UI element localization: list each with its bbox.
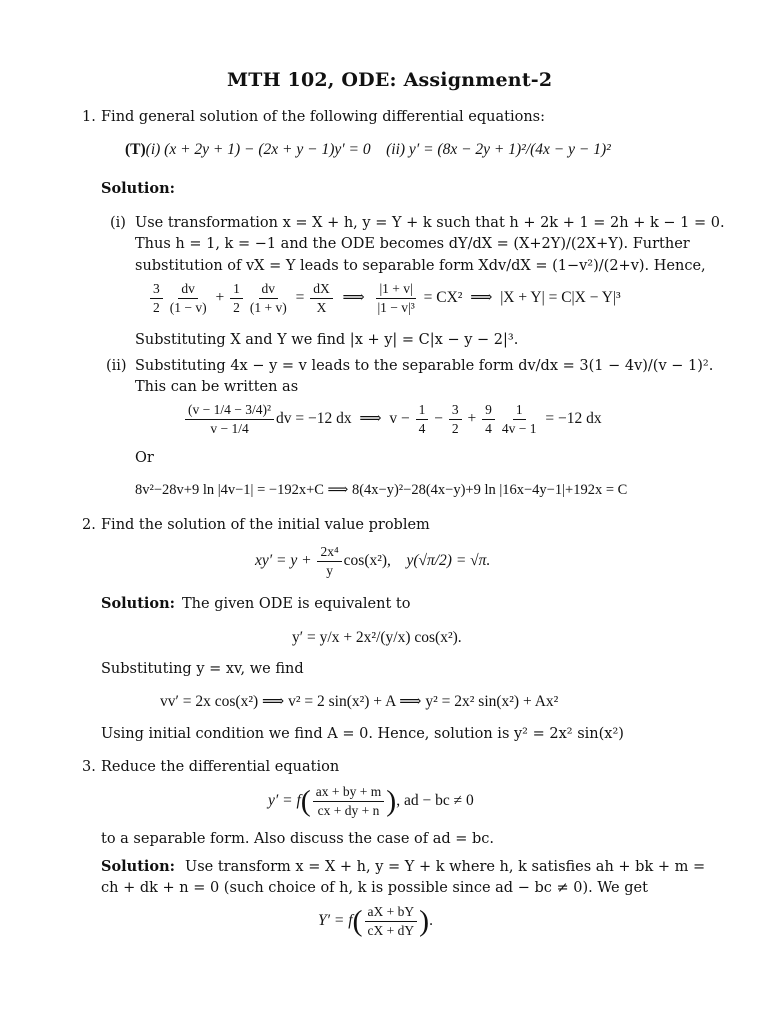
q1-part-ii-eq2: 8v²−28v+9 ln |4v−1| = −192x+C ⟹ 8(4x−y)²−28(4x−y)+9 ln |16x−4y−1|+192x = C	[135, 482, 628, 498]
q1-part-i-equation: $\frac{3}{2}$ $\frac{dv}{(1 - v)}$ + $\frac{1}{2}$ $\frac{dv}{(1 + v)}$ = $\frac{dX}{X}$ ⟹ $\frac{|1 + v|}{\text{|1 − v|³}}$ = CX² ⟹ |X + Y| = C|X − Y|³	[148, 281, 621, 316]
q2-eq2: y′ = y/x + 2x²/(y/x) cos(x²).	[292, 629, 462, 646]
q1-number: 1.	[82, 109, 96, 125]
q3-number: 3.	[82, 759, 96, 775]
q1-eq-i: (i) (x + 2y + 1) − (2x + y − 1)y′ = 0	[145, 141, 371, 158]
frac-1-4: $\frac{1}{4}$	[416, 402, 429, 437]
q2-solution-label: Solution:	[101, 595, 175, 612]
q1-part-ii-line1: Substituting 4x − y = v leads to the separable form dv/dx = 3(1 − 4v)/(v − 1)².	[135, 358, 714, 374]
frac-abs: $\frac{|1 + v|}{\text{|1 − v|³}}$	[377, 281, 415, 315]
q1-solution-label: Solution:	[101, 180, 175, 197]
frac-dv-1: $\frac{dv}{(1 - v)}$	[169, 281, 207, 315]
frac-dv-2: $\frac{dv}{(1 + v)}$	[249, 281, 287, 315]
q1-part-i-line4: Substituting X and Y we find |x + y| = C|x − y − 2|³.	[135, 332, 519, 348]
q2-conclusion: Using initial condition we find A = 0. Hence, solution is y² = 2x² sin(x²)	[101, 726, 624, 742]
q1-statement: Find general solution of the following differential equations:	[101, 109, 545, 125]
q2-solution-text: The given ODE is equivalent to	[182, 596, 411, 612]
q3-statement2: to a separable form. Also discuss the case of ad = bc.	[101, 831, 495, 847]
frac-1-4v: $\frac{1}{4v - 1}$	[501, 402, 537, 436]
frac-v-big: $\frac{\text{(v − 1/4 − 3/4)²}}{v - 1/4}$	[185, 402, 274, 437]
q1-part-ii-line2: This can be written as	[135, 379, 299, 395]
page-title: MTH 102, ODE: Assignment-2	[227, 69, 553, 91]
q2-eq3: vv′ = 2x cos(x²) ⟹ v² = 2 sin(x²) + A ⟹ y² = 2x² sin(x²) + Ax²	[160, 693, 559, 710]
q2-statement: Find the solution of the initial value problem	[101, 517, 430, 533]
frac-3-2: $\frac{3}{2}$	[449, 402, 462, 437]
frac-aX-cX: $\frac{aX + bY}{cX + dY}$	[365, 904, 418, 939]
frac-9-4: $\frac{9}{4}$	[482, 402, 495, 437]
frac-ax-cx: $\frac{ax + by + m}{cx + dy + n}$	[313, 784, 384, 819]
frac-c1: $\frac{3}{2}$	[150, 281, 163, 316]
q1-or: Or	[135, 450, 154, 466]
q2-substitution: Substituting y = xv, we find	[101, 661, 304, 677]
frac-c2: $\frac{1}{2}$	[230, 281, 243, 316]
q1-part-i-line2: Thus h = 1, k = −1 and the ODE becomes dY/dX = (X+2Y)/(2X+Y). Further	[135, 236, 690, 252]
frac-2x4-y: $\frac{\text{2x⁴}}{y}$	[317, 544, 341, 579]
q2-number: 2.	[82, 517, 96, 533]
q3-statement: Reduce the differential equation	[101, 759, 340, 775]
q3-eq2: Y′ = f( $\frac{aX + bY}{cX + dY}$ ).	[318, 904, 434, 938]
q1-part-ii-equation: $\frac{\text{(v − 1/4 − 3/4)²}}{v - 1/4}$ dv = −12 dx ⟹ v − $\frac{1}{4}$ − $\frac{3}{2}$ + $\frac{9}{4}$ $\frac{1}{4v - 1}$ = −12 dx	[183, 402, 602, 437]
q3-solution-line2: ch + dk + n = 0 (such choice of h, k is possible since ad − bc ≠ 0). We get	[101, 880, 648, 896]
q3-solution-line1: Use transform x = X + h, y = Y + k where h, k satisfies ah + bk + m =	[185, 859, 706, 875]
q3-equation: y′ = f( $\frac{ax + by + m}{cx + dy + n}$ ), ad − bc ≠ 0	[268, 784, 474, 818]
frac-dX: $\frac{dX}{X}$	[310, 281, 333, 316]
q1-part-ii-marker: (ii)	[106, 358, 127, 374]
q1-eq-ii: (ii) y′ = (8x − 2y + 1)²/(4x − y − 1)²	[386, 141, 611, 158]
q1-part-i-marker: (i)	[110, 215, 126, 231]
q3-solution-label: Solution:	[101, 858, 175, 875]
q1-part-i-line3: substitution of vX = Y leads to separable form Xdv/dX = (1−v²)/(2+v). Hence,	[135, 258, 706, 274]
q1-tag: (T)	[125, 141, 146, 158]
q2-equation: xy′ = y + $\frac{\text{2x⁴}}{y}$ cos(x²), y(√π/2) = √π.	[255, 544, 491, 578]
q1-part-i-line1: Use transformation x = X + h, y = Y + k such that h + 2k + 1 = 2h + k − 1 = 0.	[135, 215, 725, 231]
q1-equations	[125, 141, 611, 159]
